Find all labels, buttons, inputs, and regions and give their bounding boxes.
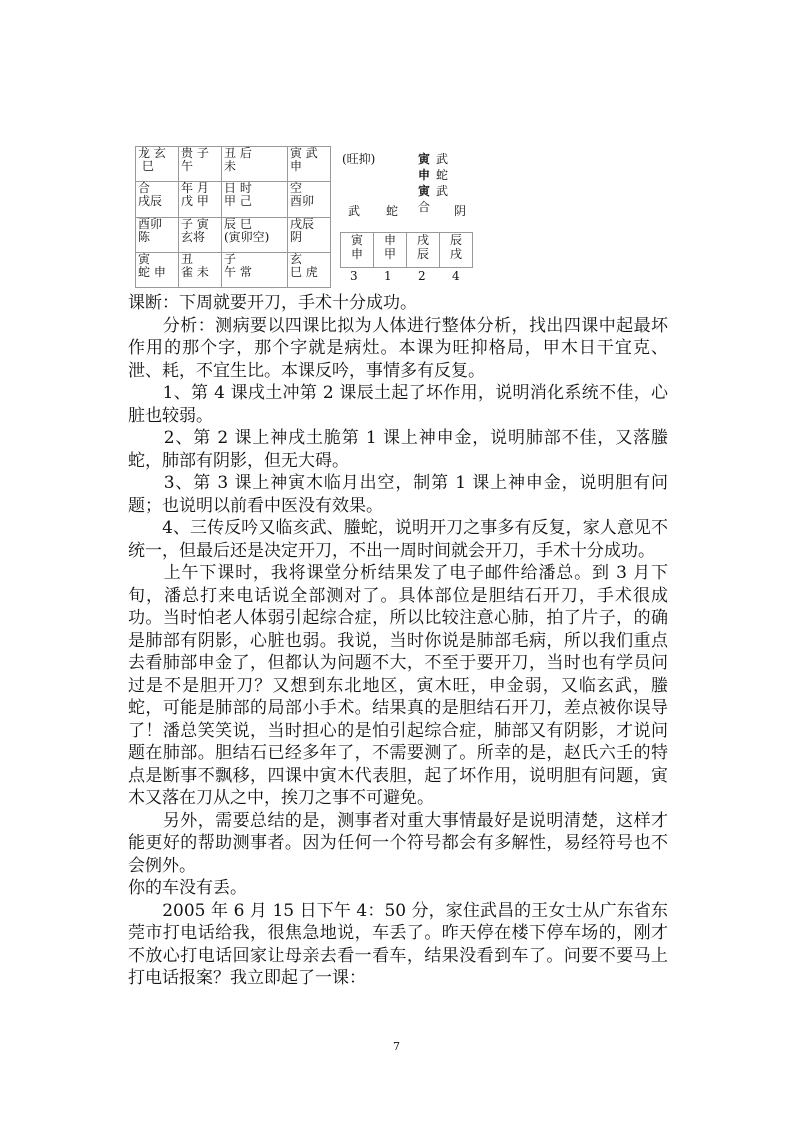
ke-bottom: 辰 xyxy=(416,247,429,261)
ke-top: 申 xyxy=(383,233,396,247)
body-text xyxy=(128,292,668,990)
sike-sanchuan xyxy=(340,146,475,288)
paragraph: 2005 年 6 月 15 日下午 4：50 分，家住武昌的王女士从广东省东莞市打电话给我，很焦急地说，车丢了。昨天停在楼下停车场的，刚才不放心打电话回家让母亲去看一看车，结果没看到车了。问要不要马上打电话报案？我立即起了一课： xyxy=(128,900,668,988)
ke-god: 阴 xyxy=(454,204,467,218)
grid-cell: 玄 巳 虎 xyxy=(287,252,330,287)
section-heading: 你的车没有丢。 xyxy=(128,878,247,898)
ke-number: 4 xyxy=(452,269,460,283)
chuan-stem: 申 xyxy=(418,168,431,182)
grid-cell: 子 寅 玄将 xyxy=(179,217,222,252)
ke-cell xyxy=(407,233,440,268)
ke-bottom: 戌 xyxy=(449,247,462,261)
paragraph: 课断：下周就要开刀，手术十分成功。 xyxy=(128,293,417,313)
paragraph: 3、第 3 课上神寅木临月出空，制第 1 课上神申金，说明胆有问题；也说明以前看中医没有效果。 xyxy=(128,473,668,516)
grid-cell: 年 月 戊 甲 xyxy=(179,182,222,217)
paragraph: 2、第 2 课上神戌土脆第 1 课上神申金，说明肺部不佳，又落螣蛇，肺部有阴影，但无大碍。 xyxy=(128,428,668,471)
ke-number: 2 xyxy=(418,269,426,283)
grid-cell: 龙 玄 巳 xyxy=(136,147,179,182)
grid-cell: 寅 蛇 申 xyxy=(136,252,179,287)
chuan-stem: 寅 xyxy=(418,184,431,198)
pan-grid xyxy=(135,146,331,288)
ke-cell xyxy=(374,233,407,268)
grid-cell: 合 戌辰 xyxy=(136,182,179,217)
paragraph: 上午下课时，我将课堂分析结果发了电子邮件给潘总。到 3 月下旬，潘总打来电话说全部测对了。具体部位是胆结石开刀，手术很成功。当时怕老人体弱引起综合症，所以比较注意心肺，拍了片子，的确是肺部有阴影，心脏也弱。我说，当时你说是肺部毛病，所以我们重点去看肺部申金了，但都认为问题不大，不至于要开刀，当时也有学员问过是不是胆开刀？又想到东北地区，寅木旺，申金弱，又临玄武，螣蛇，可能是肺部的局部小手术。结果真的是胆结石开刀，差点被你误导了！潘总笑笑说，当时担心的是怕引起综合症，肺部又有阴影，才说问题在肺部。胆结石已经多年了，不需要测了。所幸的是，赵氏六壬的特点是断事不飘移，四课中寅木代表胆，起了坏作用，说明胆有问题，寅木又落在刀从之中，挨刀之事不可避免。 xyxy=(128,563,668,808)
ke-bottom: 申 xyxy=(350,247,363,261)
grid-cell: 戌辰 阴 xyxy=(287,217,330,252)
sike-table xyxy=(340,232,473,268)
paragraph: 另外，需要总结的是，测事者对重大事情最好是说明清楚，这样才能更好的帮助测事者。因为任何一个符号都会有多解性，易经符号也不会例外。 xyxy=(128,810,668,876)
pattern-label: (旺抑) xyxy=(342,152,376,166)
ke-god: 合 xyxy=(418,200,431,214)
ke-god: 蛇 xyxy=(386,204,399,218)
ke-top: 戌 xyxy=(416,233,429,247)
grid-cell: 子 午 常 xyxy=(222,252,288,287)
grid-cell: 辰 巳 (寅卯空) xyxy=(222,217,288,252)
chuan-god: 武 xyxy=(436,152,449,166)
grid-cell: 酉卯 陈 xyxy=(136,217,179,252)
paragraph: 1、第 4 课戌土冲第 2 课辰土起了坏作用，说明消化系统不佳，心脏也较弱。 xyxy=(128,383,668,426)
ke-bottom: 甲 xyxy=(383,247,396,261)
ke-number: 3 xyxy=(350,269,358,283)
grid-cell: 丑 后 未 xyxy=(222,147,288,182)
ke-god: 武 xyxy=(348,204,361,218)
chuan-god: 蛇 xyxy=(436,168,449,182)
page-number: 7 xyxy=(393,1040,400,1053)
ke-top: 寅 xyxy=(350,233,363,247)
ke-top: 辰 xyxy=(449,233,462,247)
grid-cell: 日 时 甲 己 xyxy=(222,182,288,217)
ke-cell xyxy=(440,233,473,268)
paragraph: 分析：测病要以四课比拟为人体进行整体分析，找出四课中起最坏作用的那个字，那个字就是病灶。本课为旺抑格局，甲木日干宜克、泄、耗，不宜生比。本课反吟，事情多有反复。 xyxy=(128,315,668,381)
liuren-chart xyxy=(135,146,475,288)
ke-number: 1 xyxy=(384,269,392,283)
grid-cell: 空 酉卯 xyxy=(287,182,330,217)
chuan-god: 武 xyxy=(436,184,449,198)
grid-cell: 寅 武 申 xyxy=(287,147,330,182)
paragraph: 4、三传反吟又临亥武、螣蛇，说明开刀之事多有反复，家人意见不统一，但最后还是决定开刀，不出一周时间就会开刀，手术十分成功。 xyxy=(128,518,668,561)
ke-cell xyxy=(341,233,374,268)
grid-cell: 贵 子 午 xyxy=(179,147,222,182)
chuan-stem: 寅 xyxy=(418,152,431,166)
grid-cell: 丑 雀 未 xyxy=(179,252,222,287)
